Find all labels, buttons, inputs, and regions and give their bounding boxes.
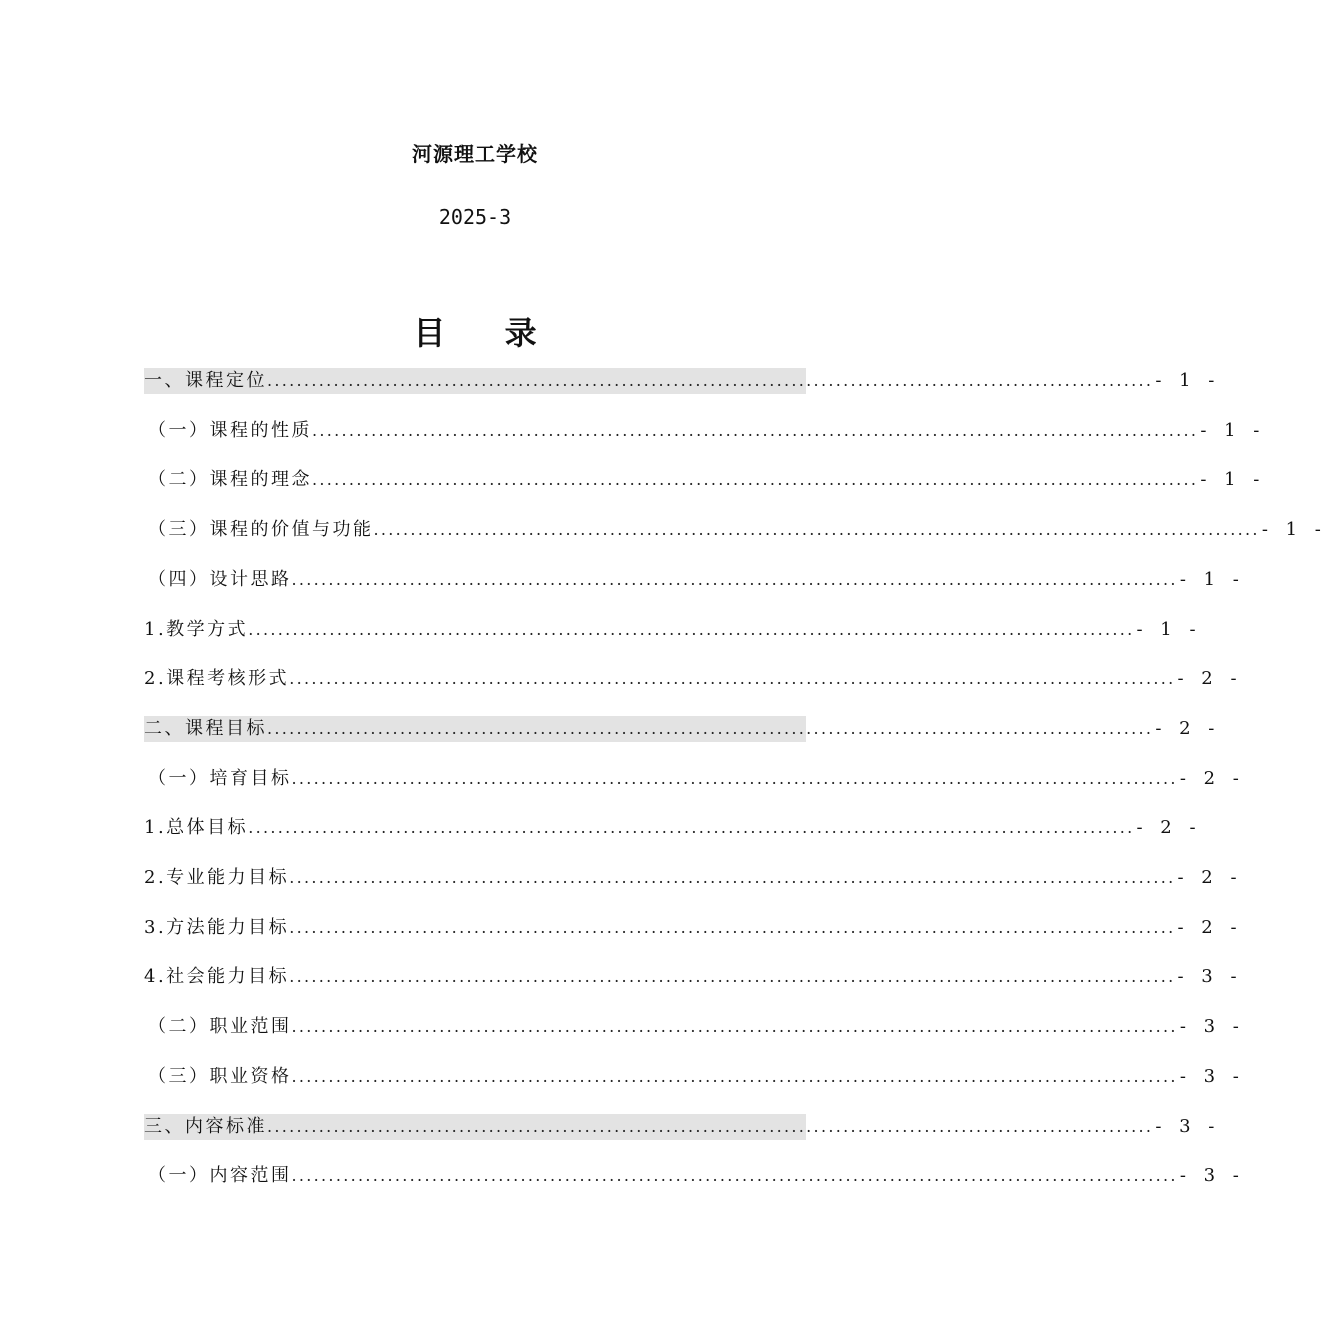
toc-entry[interactable] bbox=[144, 517, 1327, 543]
toc-entry-label: （二）职业范围 bbox=[148, 1016, 292, 1037]
toc-entry-page: - 3 - bbox=[1177, 966, 1243, 987]
toc-entry-label: 3.方法能力目标 bbox=[144, 917, 290, 938]
toc-dot-leader: ........................................................................................................................ bbox=[291, 570, 1178, 589]
toc-entry-label: 2.课程考核形式 bbox=[144, 668, 290, 689]
toc-entry-label: 三、内容标准 bbox=[144, 1116, 267, 1137]
toc-entry-label: 1.教学方式 bbox=[144, 619, 249, 640]
toc-entry-page: - 3 - bbox=[1155, 1116, 1221, 1137]
toc-entry[interactable] bbox=[144, 1064, 1245, 1090]
toc-entry[interactable] bbox=[144, 467, 1266, 493]
toc-dot-leader: ........................................................................................................................ bbox=[312, 421, 1199, 440]
toc-entry-page: - 3 - bbox=[1179, 1016, 1245, 1037]
toc-dot-leader: ........................................................................................................................ bbox=[291, 1166, 1178, 1185]
toc-entry-label: （三）职业资格 bbox=[148, 1066, 292, 1087]
toc-entry[interactable] bbox=[144, 1163, 1245, 1189]
toc-entry-page: - 2 - bbox=[1136, 817, 1202, 838]
toc-dot-leader: ........................................................................................................................ bbox=[373, 520, 1260, 539]
toc-entry-page: - 3 - bbox=[1179, 1165, 1245, 1186]
toc-entry-page: - 2 - bbox=[1177, 668, 1243, 689]
toc-dot-leader: ........................................................................................................................ bbox=[289, 669, 1176, 688]
toc-entry-page: - 2 - bbox=[1177, 867, 1243, 888]
toc-entry[interactable] bbox=[144, 368, 1221, 394]
toc-entry-page: - 2 - bbox=[1179, 768, 1245, 789]
toc-dot-leader: ........................................................................................................................ bbox=[267, 719, 1154, 738]
toc-entry[interactable] bbox=[144, 716, 1221, 742]
toc-title: 目 录 bbox=[413, 314, 561, 352]
toc-dot-leader: ........................................................................................................................ bbox=[291, 769, 1178, 788]
document-date: 2025-3 bbox=[438, 205, 512, 229]
toc-entry-page: - 1 - bbox=[1261, 519, 1327, 540]
toc-entry-page: - 2 - bbox=[1177, 917, 1243, 938]
toc-entry-label: 1.总体目标 bbox=[144, 817, 249, 838]
toc-dot-leader: ........................................................................................................................ bbox=[248, 620, 1135, 639]
toc-entry[interactable] bbox=[144, 666, 1243, 692]
toc-dot-leader: ........................................................................................................................ bbox=[267, 371, 1154, 390]
toc-entry[interactable] bbox=[144, 766, 1245, 792]
toc-dot-leader: ........................................................................................................................ bbox=[289, 868, 1176, 887]
toc-dot-leader: ........................................................................................................................ bbox=[248, 818, 1135, 837]
toc-entry[interactable] bbox=[144, 865, 1243, 891]
toc-entry[interactable] bbox=[144, 567, 1245, 593]
toc-entry-page: - 2 - bbox=[1155, 718, 1221, 739]
toc-entry[interactable] bbox=[144, 617, 1202, 643]
toc-entry-label: （三）课程的价值与功能 bbox=[148, 519, 374, 540]
toc-dot-leader: ........................................................................................................................ bbox=[291, 1017, 1178, 1036]
toc-entry-page: - 1 - bbox=[1136, 619, 1202, 640]
toc-dot-leader: ........................................................................................................................ bbox=[289, 918, 1176, 937]
toc-entry-label: （一）培育目标 bbox=[148, 768, 292, 789]
toc-dot-leader: ........................................................................................................................ bbox=[267, 1117, 1154, 1136]
toc-entry-label: （四）设计思路 bbox=[148, 569, 292, 590]
toc-entry[interactable] bbox=[144, 964, 1243, 990]
toc-dot-leader: ........................................................................................................................ bbox=[312, 470, 1199, 489]
toc-entry-label: 一、课程定位 bbox=[144, 370, 267, 391]
toc-entry[interactable] bbox=[144, 915, 1243, 941]
toc-entry[interactable] bbox=[144, 1114, 1221, 1140]
toc-entry-label: 4.社会能力目标 bbox=[144, 966, 290, 987]
toc-entry-label: （二）课程的理念 bbox=[148, 469, 312, 490]
toc-entry[interactable] bbox=[144, 815, 1202, 841]
toc-dot-leader: ........................................................................................................................ bbox=[291, 1067, 1178, 1086]
toc-entry-page: - 1 - bbox=[1200, 420, 1266, 441]
toc-entry-page: - 1 - bbox=[1200, 469, 1266, 490]
toc-entry-page: - 1 - bbox=[1179, 569, 1245, 590]
toc-dot-leader: ........................................................................................................................ bbox=[289, 967, 1176, 986]
toc-entry-page: - 3 - bbox=[1179, 1066, 1245, 1087]
toc-entry-page: - 1 - bbox=[1155, 370, 1221, 391]
toc-entry-label: （一）内容范围 bbox=[148, 1165, 292, 1186]
school-name: 河源理工学校 bbox=[412, 142, 538, 166]
toc-entry-label: （一）课程的性质 bbox=[148, 420, 312, 441]
toc-entry[interactable] bbox=[144, 418, 1266, 444]
toc-entry-label: 2.专业能力目标 bbox=[144, 867, 290, 888]
toc-entry[interactable] bbox=[144, 1014, 1245, 1040]
toc-entry-label: 二、课程目标 bbox=[144, 718, 267, 739]
